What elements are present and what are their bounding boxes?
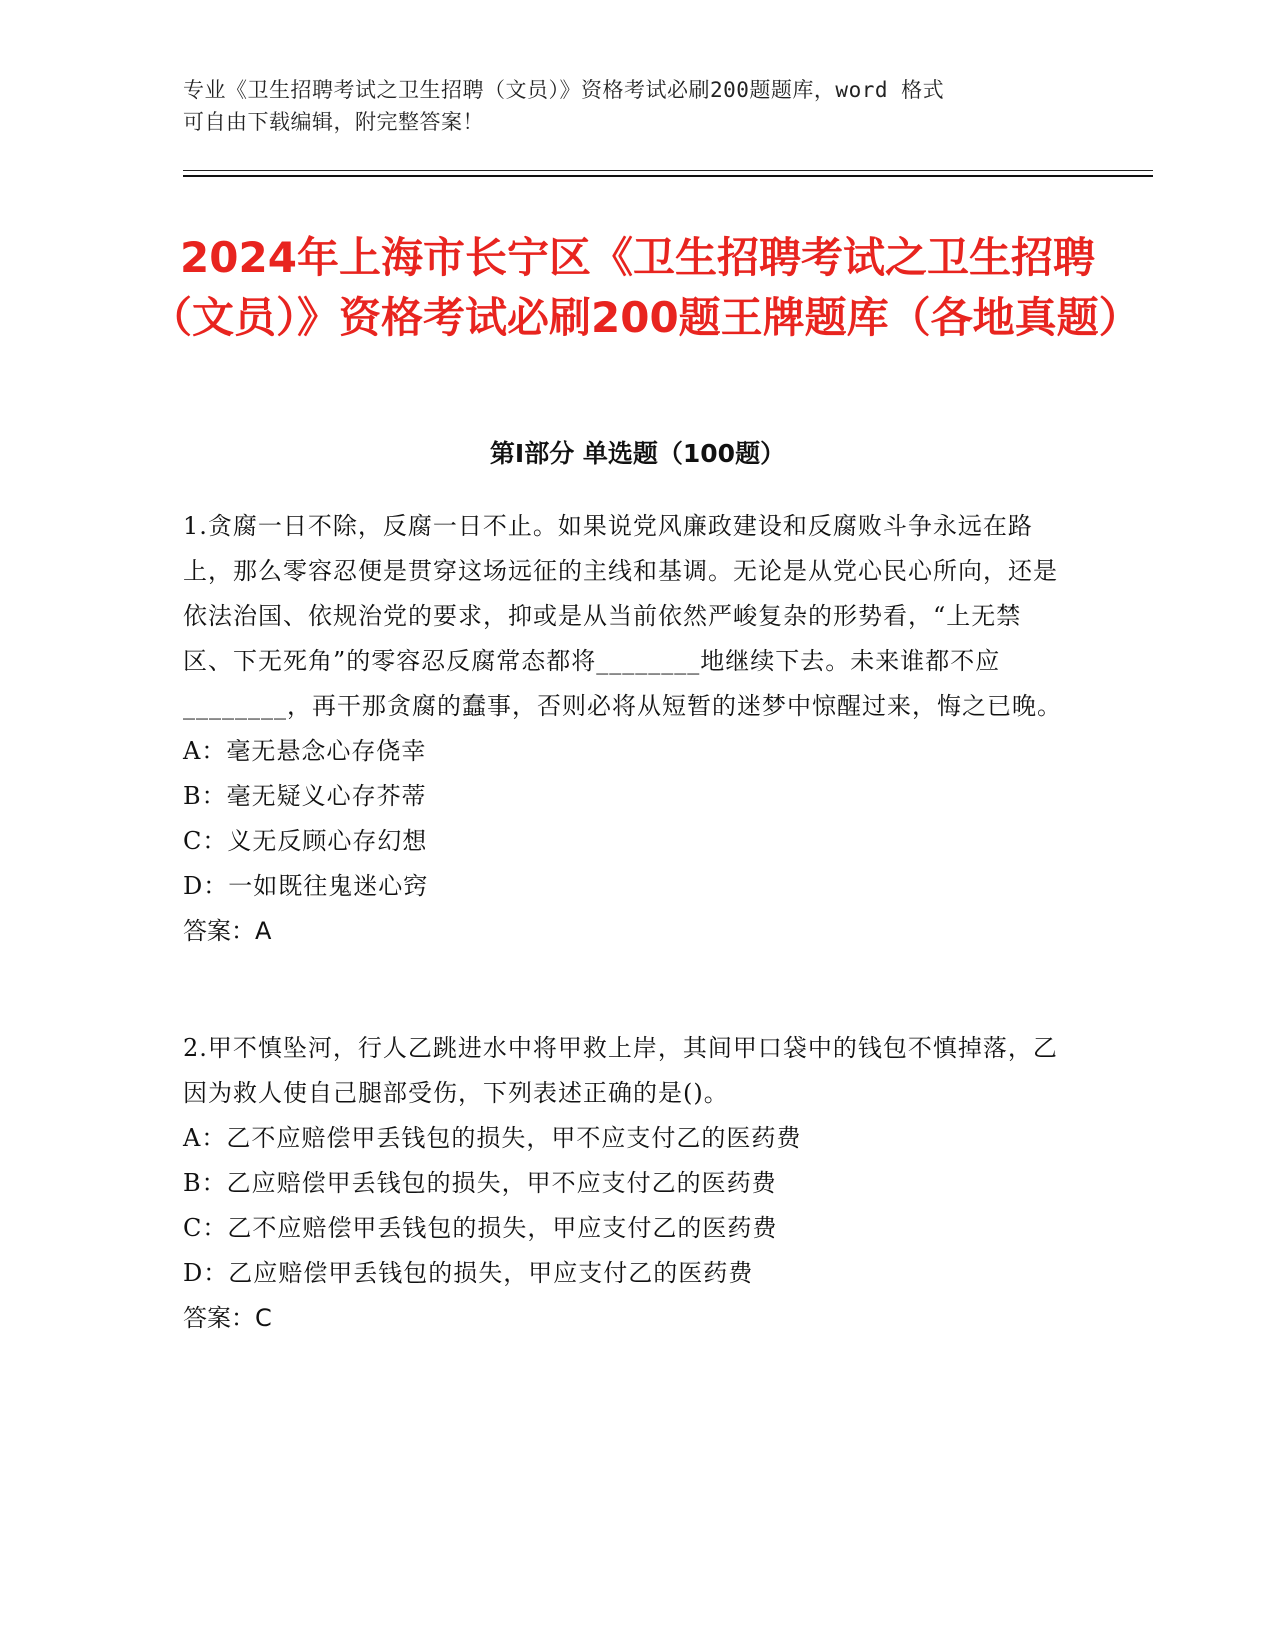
question-option-b: B：毫无疑义心存芥蒂 <box>183 782 427 810</box>
header-note-line-1: 专业《卫生招聘考试之卫生招聘（文员）》资格考试必刷200题题库，word 格式 <box>183 78 945 102</box>
question-2 <box>183 1026 1063 1341</box>
question-stem: 1.贪腐一日不除，反腐一日不止。如果说党风廉政建设和反腐败斗争永远在路上，那么零容忍便是贯穿这场远征的主线和基调。无论是从党心民心所向，还是依法治国、依规治党的要求，抑或是从当前依然严峻复杂的形势看，“上无禁区、下无死角”的零容忍反腐常态都将________地继续下去。未来谁都不应________，再干那贪腐的蠢事，否则必将从短暂的迷梦中惊醒过来，悔之已晚。 <box>183 512 1062 720</box>
question-option-b: B：乙应赔偿甲丢钱包的损失，甲不应支付乙的医药费 <box>183 1169 777 1197</box>
question-answer: 答案：A <box>183 917 272 945</box>
question-1 <box>183 504 1063 954</box>
header-note <box>183 74 1063 138</box>
question-option-d: D：一如既往鬼迷心窍 <box>183 872 429 900</box>
document-title: 2024年上海市长宁区《卫生招聘考试之卫生招聘（文员）》资格考试必刷200题王牌题库（各地真题） <box>150 233 1141 342</box>
header-rule-thick <box>183 175 1153 177</box>
question-option-a: A：乙不应赔偿甲丢钱包的损失，甲不应支付乙的医药费 <box>183 1124 802 1152</box>
question-option-d: D：乙应赔偿甲丢钱包的损失，甲应支付乙的医药费 <box>183 1259 754 1287</box>
header-rule-thin <box>183 170 1153 171</box>
header-note-line-2: 可自由下载编辑，附完整答案！ <box>183 110 484 134</box>
question-stem: 2.甲不慎坠河，行人乙跳进水中将甲救上岸，其间甲口袋中的钱包不慎掉落，乙因为救人使自己腿部受伤，下列表述正确的是()。 <box>183 1034 1058 1107</box>
section-title: 第Ⅰ部分 单选题（100题） <box>489 439 786 468</box>
question-option-a: A：毫无悬念心存侥幸 <box>183 737 427 765</box>
question-option-c: C：乙不应赔偿甲丢钱包的损失，甲应支付乙的医药费 <box>183 1214 778 1242</box>
question-option-c: C：义无反顾心存幻想 <box>183 827 428 855</box>
question-answer: 答案：C <box>183 1304 272 1332</box>
